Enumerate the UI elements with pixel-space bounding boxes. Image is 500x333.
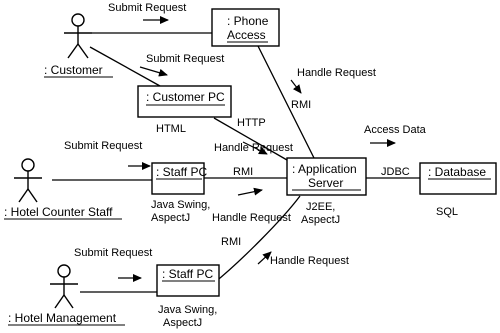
conn-http: HTTP [237,117,266,129]
tech-aspectj-1: AspectJ [151,212,191,224]
conn-jdbc: JDBC [381,166,410,178]
tech-aspectj-server: AspectJ [301,214,341,226]
node-customer-pc [138,86,231,117]
node-staff-pc-1 [152,163,207,194]
tech-aspectj-2: AspectJ [163,317,203,329]
actor-customer-icon [64,14,92,58]
msg-handle-request-staffpc: Handle Request [212,212,291,224]
node-application-server-line2: Server [308,176,344,190]
node-customer-pc-label: : Customer PC [146,90,225,104]
node-staff-pc-1-label: : Staff PC [156,165,208,179]
msg-submit-request-customerpc: Submit Request [146,53,225,65]
actor-counter-staff-icon [14,159,42,202]
node-staff-pc-2 [157,265,219,296]
conn-rmi-phone: RMI [291,99,312,111]
node-phone-access-line1: : Phone [227,14,269,28]
tech-java-swing-2: Java Swing, [158,304,218,316]
actor-management-icon [50,265,78,308]
arrow-submit-customerpc [140,67,167,75]
tech-j2ee: J2EE, [306,201,336,213]
node-database [420,163,496,194]
node-staff-pc-2-label: : Staff PC [162,267,214,281]
msg-handle-request-customerpc: Handle Request [214,142,293,154]
actor-customer-label: : Customer [44,63,103,77]
msg-access-data: Access Data [364,124,426,136]
arrow-handle-phone [291,80,301,93]
msg-submit-request-phone: Submit Request [108,2,187,14]
msg-submit-request-staffpc2: Submit Request [74,247,153,259]
tech-html: HTML [156,123,186,135]
node-phone-access [212,9,279,46]
node-phone-access-line2: Access [227,28,266,42]
tech-sql: SQL [436,206,459,218]
conn-rmi-staffpc2: RMI [221,236,242,248]
msg-handle-request-staffpc2: Handle Request [270,255,349,267]
node-database-label: : Database [428,165,487,179]
node-application-server-line1: : Application [292,162,357,176]
actor-management-label: : Hotel Management [8,311,117,325]
actor-counter-staff-label: : Hotel Counter Staff [4,205,113,219]
msg-submit-request-staffpc: Submit Request [64,140,143,152]
arrow-handle-staffpc [238,190,262,195]
tech-java-swing-1: Java Swing, [151,199,211,211]
node-application-server [287,158,366,195]
conn-rmi-staffpc: RMI [233,166,254,178]
msg-handle-request-phone: Handle Request [297,67,376,79]
